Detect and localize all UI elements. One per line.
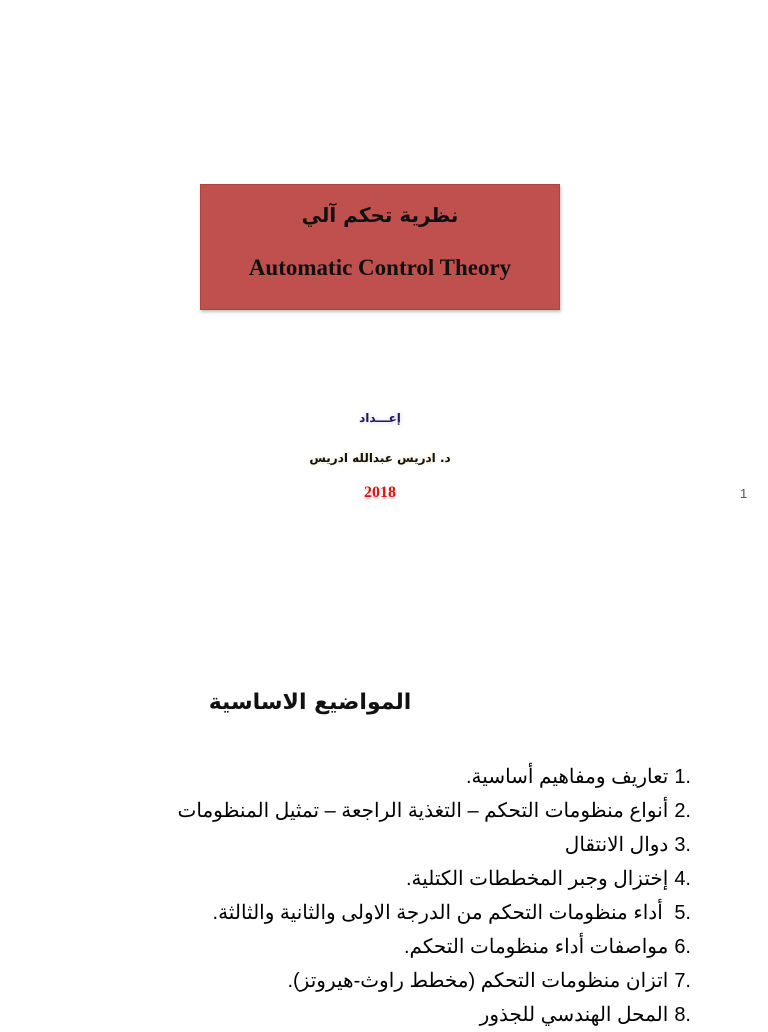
item-number: 7. — [674, 970, 691, 992]
item-number: 1. — [674, 766, 691, 788]
list-item — [178, 930, 691, 964]
title-arabic: نظرية تحكم آلي — [301, 203, 459, 227]
item-text: دوال الانتقال — [564, 834, 669, 856]
author-name: د. ادريس عبدالله ادريس — [309, 451, 451, 465]
year: 2018 — [364, 484, 396, 501]
page-number: 1 — [740, 486, 748, 501]
list-item — [178, 828, 691, 862]
topics-list — [178, 760, 691, 1032]
item-text: إختزال وجبر المخططات الكتلية. — [405, 868, 669, 890]
item-number: 5. — [674, 902, 691, 924]
topics-heading: المواضيع الاساسية — [208, 690, 412, 715]
list-item — [178, 760, 691, 794]
list-item — [178, 896, 691, 930]
item-text: أداء منظومات التحكم من الدرجة الاولى والثانية والثالثة. — [212, 902, 669, 924]
item-number: 8. — [674, 1004, 691, 1026]
prepared-by-label: إعـــداد — [359, 411, 401, 425]
item-text: المحل الهندسي للجذور — [479, 1004, 669, 1026]
list-item — [178, 964, 691, 998]
item-text: أنواع منظومات التحكم – التغذية الراجعة – تمثيل المنظومات — [177, 800, 669, 822]
topics-slide — [0, 608, 768, 1024]
list-item — [178, 862, 691, 896]
item-text: تعاريف ومفاهيم أساسية. — [466, 766, 669, 788]
title-english: Automatic Control Theory — [248, 255, 512, 280]
item-number: 4. — [674, 868, 691, 890]
item-text: اتزان منظومات التحكم (مخطط راوث-هيروتز). — [287, 970, 669, 992]
item-text: مواصفات أداء منظومات التحكم. — [403, 936, 669, 958]
item-number: 2. — [674, 800, 691, 822]
list-item — [178, 998, 691, 1032]
item-number: 6. — [674, 936, 691, 958]
item-number: 3. — [674, 834, 691, 856]
list-item — [178, 794, 691, 828]
title-box — [200, 184, 560, 310]
